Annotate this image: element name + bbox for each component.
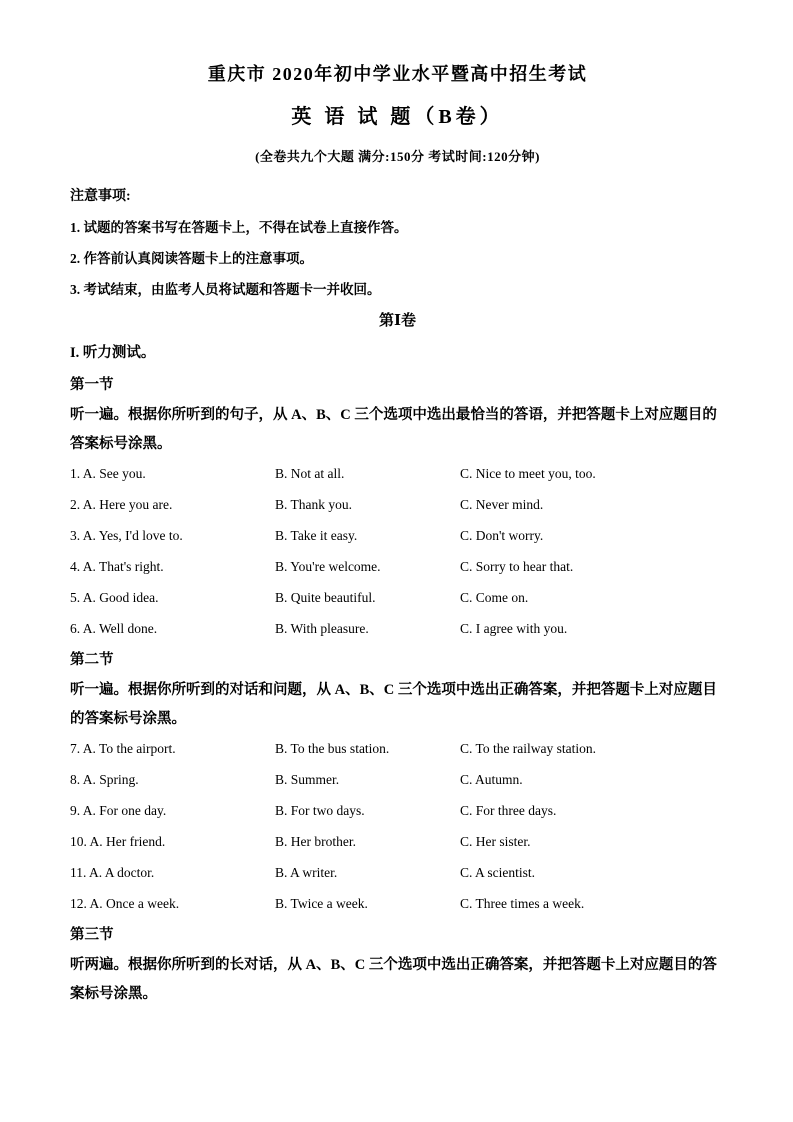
question-row xyxy=(70,733,725,764)
question-row xyxy=(70,764,725,795)
option-a: 6. A. Well done. xyxy=(70,621,158,636)
question-row xyxy=(70,458,725,489)
option-b: B. You're welcome. xyxy=(275,559,381,574)
section3-heading: 第三节 xyxy=(70,927,114,943)
option-c: C. Sorry to hear that. xyxy=(460,559,574,574)
exam-meta: (全卷共九个大题 满分:150分 考试时间:120分钟) xyxy=(255,149,540,164)
notice-heading: 注意事项: xyxy=(70,189,131,204)
option-a: 12. A. Once a week. xyxy=(70,896,180,911)
section2-heading: 第二节 xyxy=(70,652,114,668)
option-b: B. To the bus station. xyxy=(275,741,390,756)
page-subtitle: 英 语 试 题（B卷） xyxy=(291,106,504,128)
option-a: 3. A. Yes, I'd love to. xyxy=(70,528,183,543)
section3-instruction: 听两遍。根据你所听到的长对话，从 A、B、C 三个选项中选出正确答案，并把答题卡上对应题目的答案标号涂黑。 xyxy=(70,957,717,1002)
option-a: 8. A. Spring. xyxy=(70,772,139,787)
option-c: C. Autumn. xyxy=(460,772,523,787)
option-c: C. For three days. xyxy=(460,803,557,818)
option-a: 1. A. See you. xyxy=(70,466,146,481)
option-b: B. Her brother. xyxy=(275,834,356,849)
option-c: C. Don't worry. xyxy=(460,528,544,543)
notice-item: 1. 试题的答案书写在答题卡上，不得在试卷上直接作答。 xyxy=(70,220,408,235)
option-a: 5. A. Good idea. xyxy=(70,590,159,605)
option-c: C. Come on. xyxy=(460,590,529,605)
option-a: 9. A. For one day. xyxy=(70,803,167,818)
question-row xyxy=(70,520,725,551)
option-b: B. Thank you. xyxy=(275,497,352,512)
question-row xyxy=(70,551,725,582)
section2-instruction: 听一遍。根据你所听到的对话和问题，从 A、B、C 三个选项中选出正确答案，并把答题卡上对应题目的答案标号涂黑。 xyxy=(70,682,717,727)
option-c: C. I agree with you. xyxy=(460,621,568,636)
option-a: 2. A. Here you are. xyxy=(70,497,173,512)
option-b: B. Quite beautiful. xyxy=(275,590,376,605)
option-a: 4. A. That's right. xyxy=(70,559,164,574)
question-row xyxy=(70,857,725,888)
option-a: 7. A. To the airport. xyxy=(70,741,176,756)
option-b: B. For two days. xyxy=(275,803,365,818)
question-row xyxy=(70,826,725,857)
question-row xyxy=(70,489,725,520)
option-c: C. To the railway station. xyxy=(460,741,597,756)
listening-heading: I. 听力测试。 xyxy=(70,345,156,361)
section1-questions xyxy=(70,458,725,644)
option-c: C. Nice to meet you, too. xyxy=(460,466,596,481)
option-c: C. A scientist. xyxy=(460,865,536,880)
option-b: B. Summer. xyxy=(275,772,340,787)
option-b: B. Not at all. xyxy=(275,466,345,481)
section1-heading: 第一节 xyxy=(70,377,114,393)
page-title: 重庆市 2020年初中学业水平暨高中招生考试 xyxy=(207,64,588,84)
option-c: C. Her sister. xyxy=(460,834,531,849)
notice-item: 2. 作答前认真阅读答题卡上的注意事项。 xyxy=(70,251,313,266)
volume-heading: 第Ⅰ卷 xyxy=(378,313,417,329)
option-c: C. Three times a week. xyxy=(460,896,585,911)
option-a: 11. A. A doctor. xyxy=(70,865,155,880)
option-a: 10. A. Her friend. xyxy=(70,834,166,849)
option-b: B. Twice a week. xyxy=(275,896,368,911)
question-row xyxy=(70,582,725,613)
option-b: B. With pleasure. xyxy=(275,621,369,636)
question-row xyxy=(70,795,725,826)
notice-item: 3. 考试结束，由监考人员将试题和答题卡一并收回。 xyxy=(70,282,381,297)
section1-instruction: 听一遍。根据你所听到的句子，从 A、B、C 三个选项中选出最恰当的答语，并把答题卡上对应题目的答案标号涂黑。 xyxy=(70,407,717,452)
option-c: C. Never mind. xyxy=(460,497,544,512)
option-b: B. Take it easy. xyxy=(275,528,358,543)
question-row xyxy=(70,613,725,644)
question-row xyxy=(70,888,725,919)
option-b: B. A writer. xyxy=(275,865,338,880)
section2-questions xyxy=(70,733,725,919)
